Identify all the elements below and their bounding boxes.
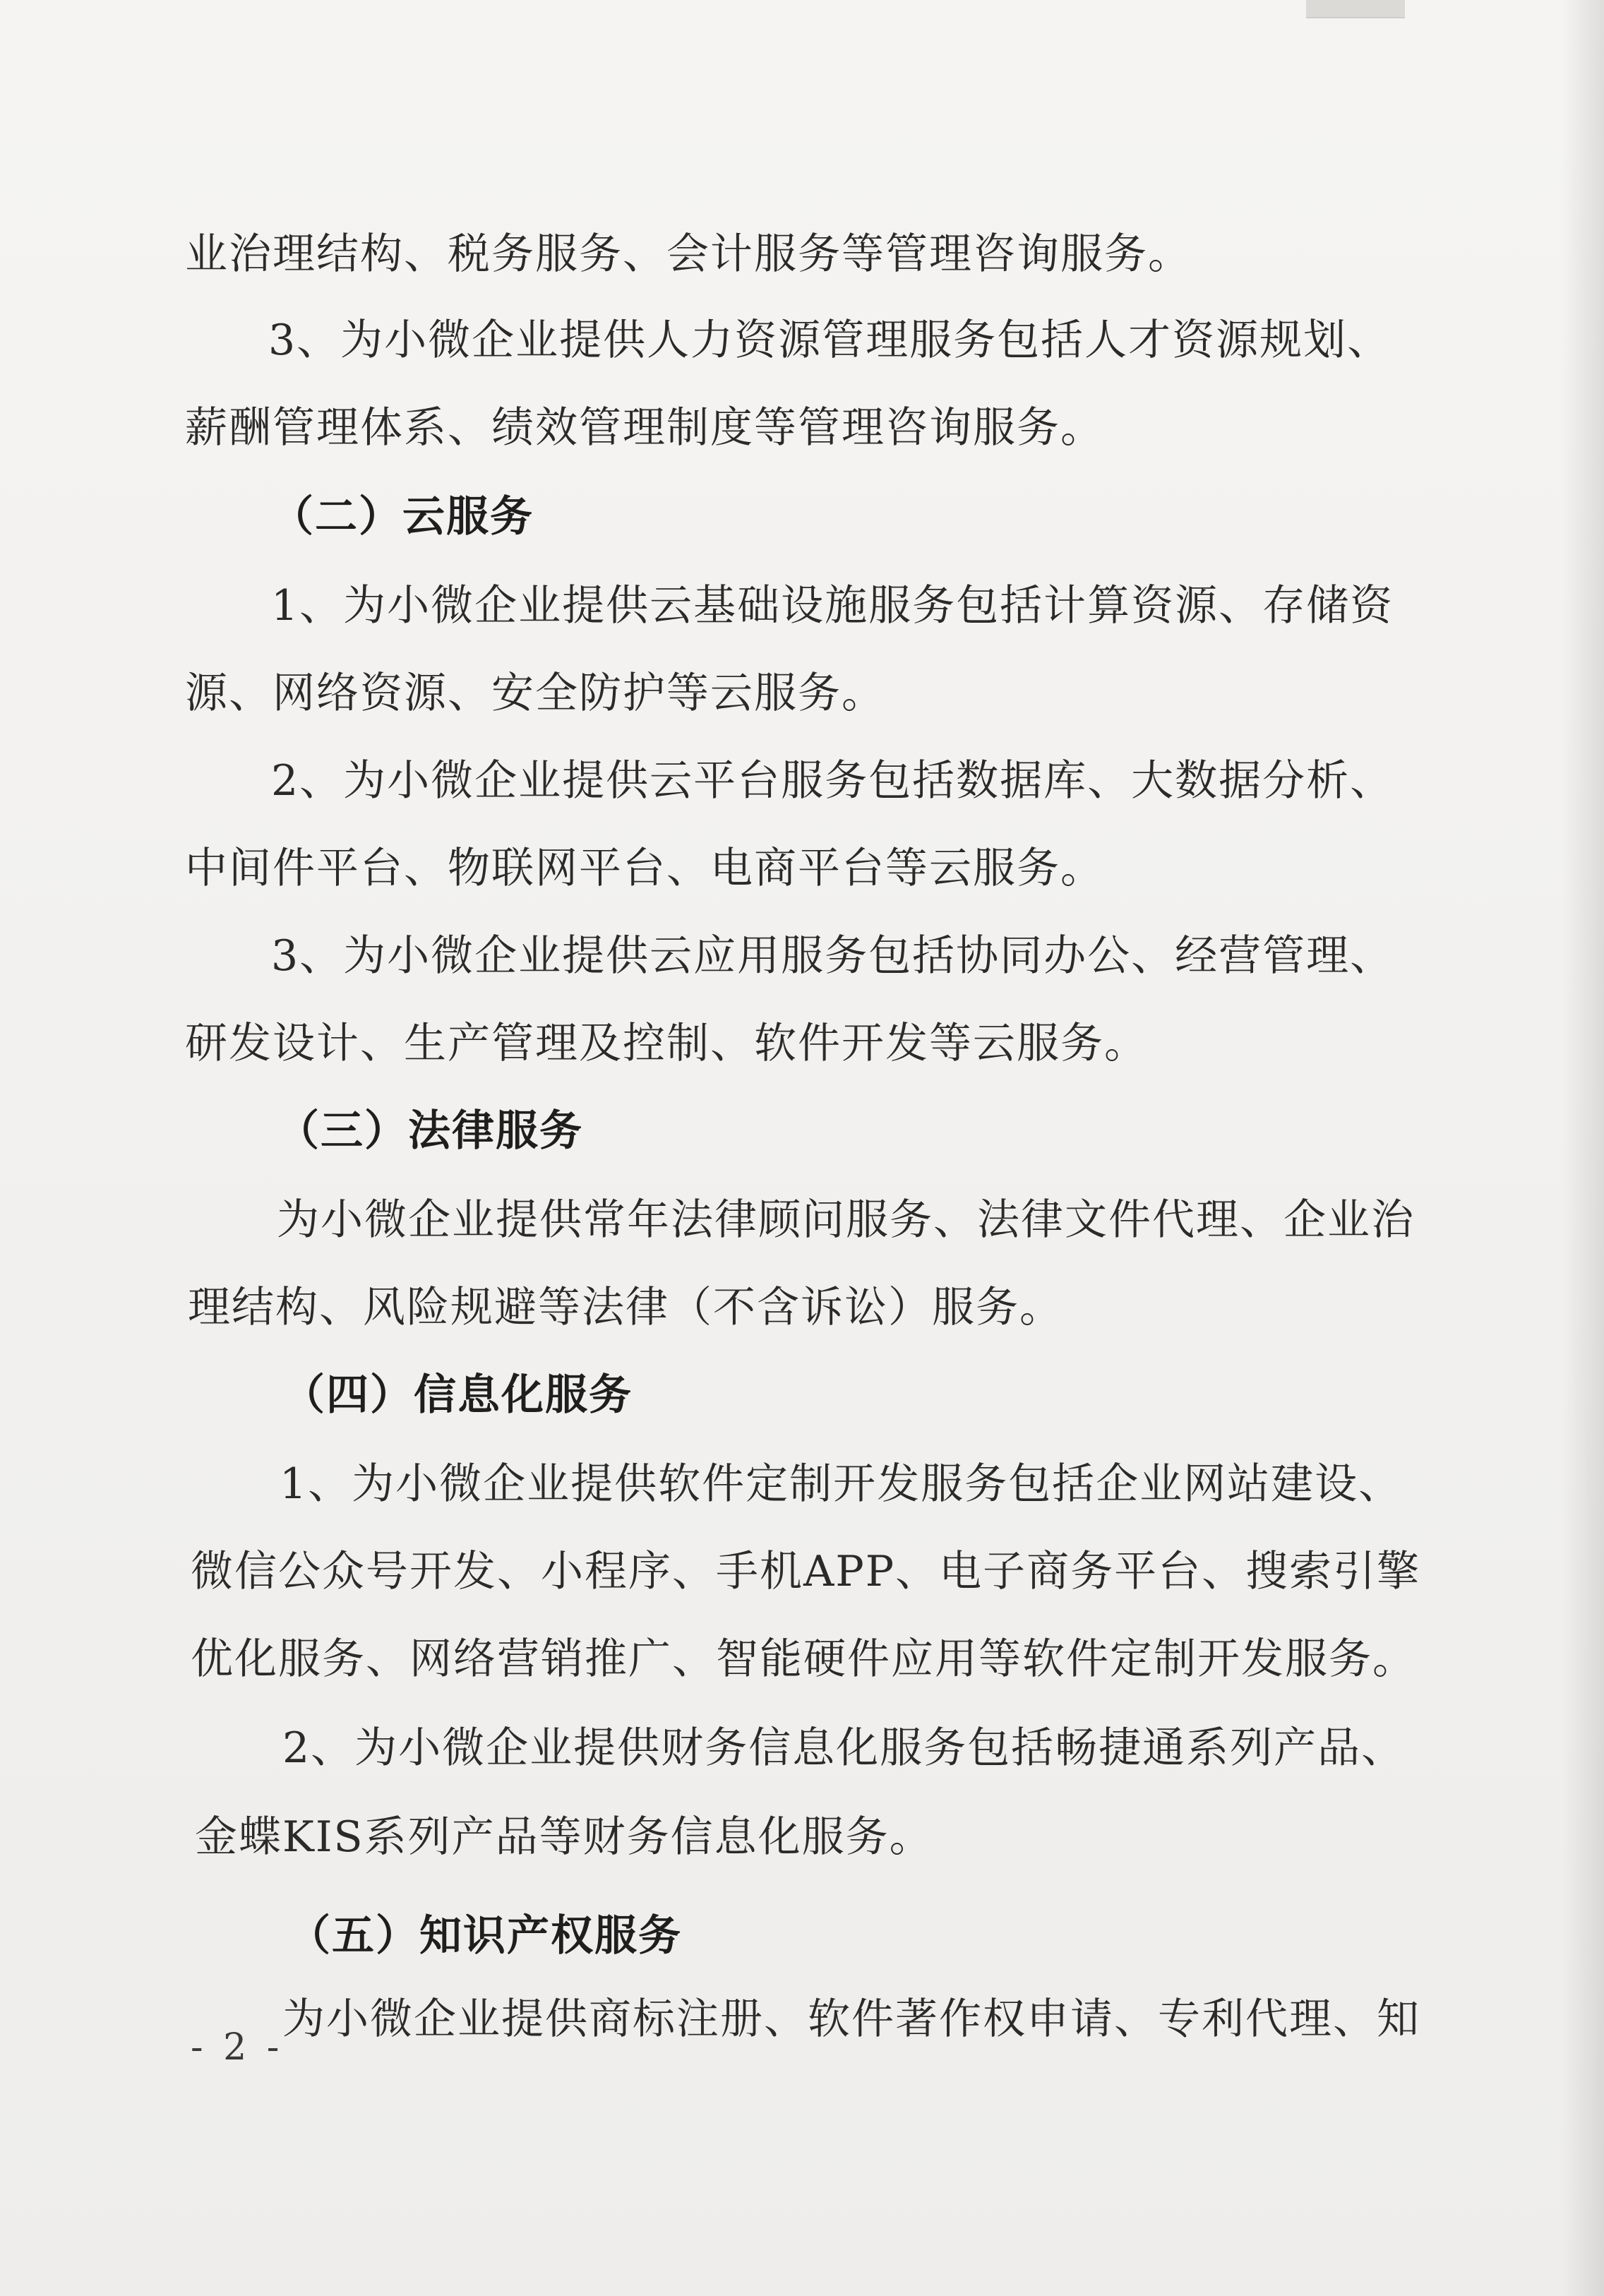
text-line [0,1713,1604,1783]
text-line [0,1624,1604,1694]
line-text: 业治理结构、税务服务、会计服务等管理咨询服务。 [185,229,1192,279]
section-heading [0,1096,1604,1166]
line-text: 2、为小微企业提供财务信息化服务包括畅捷通系列产品、 [282,1723,1406,1773]
line-text: 中间件平台、物联网平台、电商平台等云服务。 [185,844,1104,893]
text-line [0,1536,1604,1607]
line-text: 2、为小微企业提供云平台服务包括数据库、大数据分析、 [271,756,1394,806]
text-line [0,1272,1604,1343]
text-line [0,305,1604,376]
line-text: 理结构、风险规避等法律（不含诉讼）服务。 [188,1283,1063,1332]
heading-text: （五）知识产权服务 [288,1911,682,1961]
line-text: 为小微企业提供商标注册、软件著作权申请、专利代理、知 [282,1995,1420,2044]
text-line [0,1008,1604,1079]
line-text: 3、为小微企业提供人力资源管理服务包括人才资源规划、 [268,316,1391,365]
line-text: 薪酬管理体系、绩效管理制度等管理咨询服务。 [185,403,1104,453]
line-text: 源、网络资源、安全防护等云服务。 [185,669,885,718]
line-text: 金蝶KIS系列产品等财务信息化服务。 [195,1812,933,1862]
section-heading [0,1901,1604,1971]
text-line [0,833,1604,904]
line-text: 微信公众号开发、小程序、手机APP、电子商务平台、搜索引擎 [191,1547,1421,1596]
text-line [0,393,1604,463]
heading-text: （四）信息化服务 [282,1370,633,1420]
line-text: 1、为小微企业提供软件定制开发服务包括企业网站建设、 [280,1459,1403,1509]
binding-edge [1306,0,1405,18]
line-text: 优化服务、网络营销推广、智能硬件应用等软件定制开发服务。 [191,1634,1416,1684]
line-text: 3、为小微企业提供云应用服务包括协同办公、经营管理、 [271,931,1394,981]
text-line [0,658,1604,729]
text-line [0,1185,1604,1255]
text-line [0,746,1604,816]
text-line [0,921,1604,991]
section-heading [0,482,1604,552]
section-heading [0,1360,1604,1430]
line-text: 研发设计、生产管理及控制、软件开发等云服务。 [185,1019,1148,1068]
page-number: - 2 - [191,2026,284,2069]
heading-text: （三）法律服务 [277,1106,583,1156]
line-text: 为小微企业提供常年法律顾问服务、法律文件代理、企业治 [277,1195,1415,1245]
text-line [0,1802,1604,1872]
line-text: 1、为小微企业提供云基础设施服务包括计算资源、存储资 [271,581,1394,630]
heading-text: （二）云服务 [271,492,534,542]
text-line [0,1449,1604,1519]
text-line [0,570,1604,641]
text-line [0,219,1604,289]
